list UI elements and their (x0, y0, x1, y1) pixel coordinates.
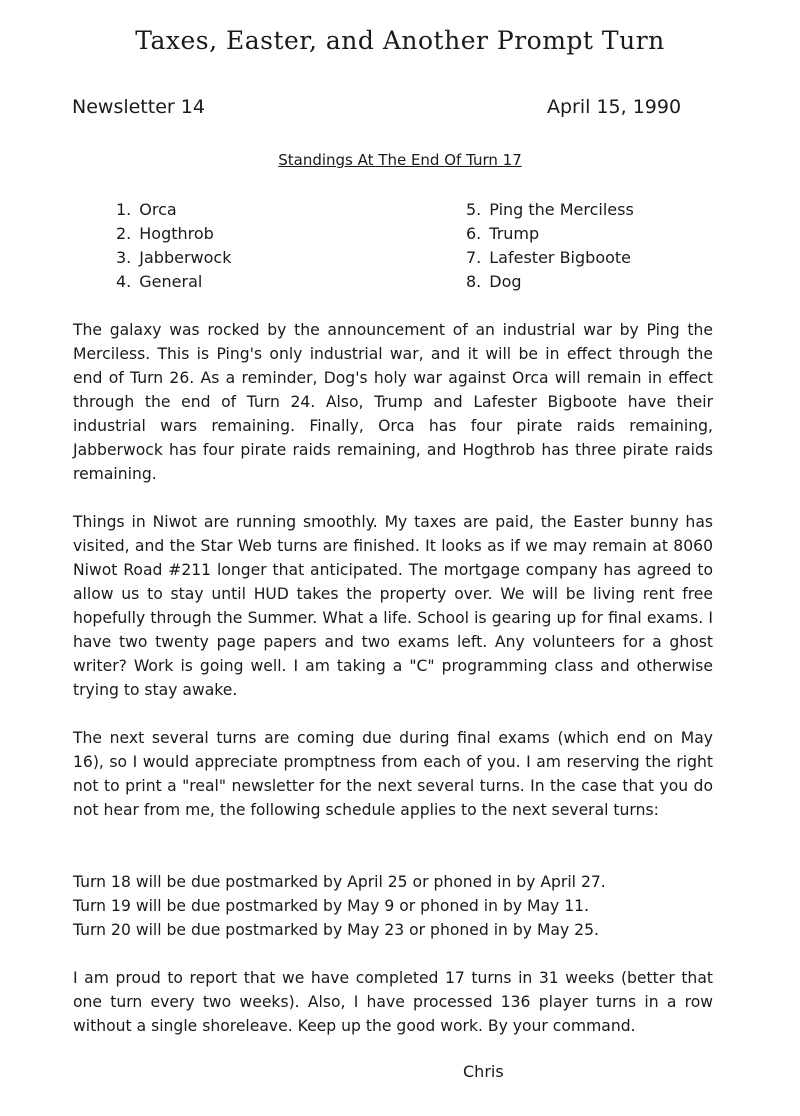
standing-item (116, 248, 231, 272)
issue-date: April 15, 1990 (547, 96, 682, 118)
standings-column-right (466, 200, 634, 296)
signature: Chris (463, 1062, 504, 1081)
rank-number: 3. (116, 248, 132, 267)
player-name: General (139, 272, 203, 291)
rank-number: 5. (466, 200, 482, 219)
paragraph-niwot-update: Things in Niwot are running smoothly. My taxes are paid, the Easter bunny has visited, and the Star Web turns are finished. It looks as if we may remain at 8060 Niwot Road #211 longer that anticipated. The mortgage company has agreed to allow us to stay until HUD takes the property over. We will be living rent free hopefully through the Summer. What a life. School is gearing up for final exams. I have two twenty page papers and two exams left. Any volunteers for a ghost writer? Work is going well. I am taking a "C" programming class and otherwise trying to stay awake. (73, 513, 713, 699)
player-name: Lafester Bigboote (489, 248, 632, 267)
standing-item (116, 272, 231, 296)
standings-heading: Standings At The End Of Turn 17 (278, 151, 522, 169)
rank-number: 4. (116, 272, 132, 291)
standing-item (466, 272, 634, 296)
standing-item (466, 248, 634, 272)
rank-number: 8. (466, 272, 482, 291)
player-name: Orca (139, 200, 177, 219)
rank-number: 6. (466, 224, 482, 243)
paragraph-galaxy-news: The galaxy was rocked by the announcement of an industrial war by Ping the Merciless. This is Ping's only industrial war, and it will be in effect through the end of Turn 26. As a reminder, Dog's holy war against Orca will remain in effect through the end of Turn 24. Also, Trump and Lafester Bigboote have their industrial wars remaining. Finally, Orca has four pirate raids remaining, Jabberwock has four pirate raids remaining, and Hogthrob has three pirate raids remaining. (73, 321, 713, 483)
paragraph-progress-report: I am proud to report that we have completed 17 turns in 31 weeks (better that one turn every two weeks). Also, I have processed 136 player turns in a row without a single shoreleave. Keep up the good work. By your command. (73, 969, 713, 1035)
player-name: Hogthrob (139, 224, 214, 243)
turn-schedule (73, 870, 606, 942)
standing-item (116, 224, 231, 248)
standing-item (466, 224, 634, 248)
player-name: Dog (489, 272, 522, 291)
standings-column-left (116, 200, 231, 296)
paragraph-final-exams: The next several turns are coming due during final exams (which end on May 16), so I would appreciate promptness from each of you. I am reserving the right not to print a "real" newsletter for the next several turns. In the case that you do not hear from me, the following schedule applies to the next several turns: (73, 729, 713, 819)
page-title: Taxes, Easter, and Another Prompt Turn (135, 26, 665, 55)
schedule-line: Turn 19 will be due postmarked by May 9 or phoned in by May 11. (73, 897, 590, 915)
rank-number: 1. (116, 200, 132, 219)
newsletter-number: Newsletter 14 (72, 96, 205, 118)
rank-number: 7. (466, 248, 482, 267)
player-name: Jabberwock (139, 248, 232, 267)
standing-item (466, 200, 634, 224)
standing-item (116, 200, 231, 224)
player-name: Trump (489, 224, 540, 243)
rank-number: 2. (116, 224, 132, 243)
schedule-line: Turn 18 will be due postmarked by April 25 or phoned in by April 27. (73, 873, 606, 891)
schedule-line: Turn 20 will be due postmarked by May 23 or phoned in by May 25. (73, 921, 599, 939)
player-name: Ping the Merciless (489, 200, 634, 219)
